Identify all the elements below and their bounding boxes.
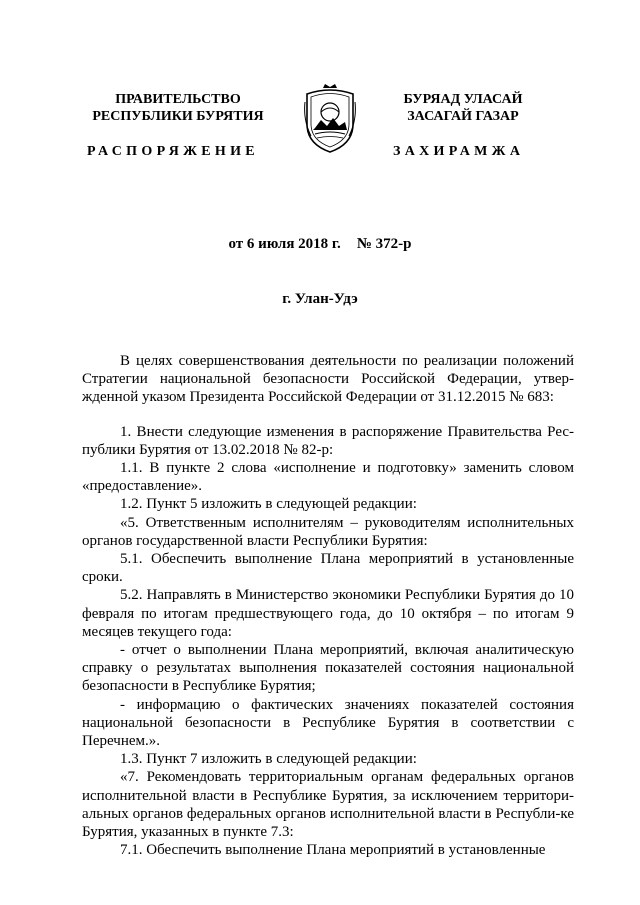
paragraph: 7.1. Обеспечить выполнение Плана мероприятий в установленные <box>120 842 546 859</box>
paragraph: 5.2. Направлять в Министерство экономики Республики Бурятия до 10 февраля по итогам предшествующего года, до 10 октября – по итогам 9 месяцев текущего года: <box>82 587 574 640</box>
org-name-ru-line1: ПРАВИТЕЛЬСТВО <box>115 92 241 107</box>
coat-of-arms-icon <box>303 84 357 154</box>
org-name-bua-line2: ЗАСАГАЙ ГАЗАР <box>407 109 519 124</box>
paragraph: «5. Ответственным исполнителям – руководителям исполнительных органов государственной власти Республики Бурятия: <box>82 514 574 549</box>
paragraph: 1. Внести следующие изменения в распоряжение Правительства Рес-публики Бурятия от 13.02.2018 № 82-р: <box>82 423 574 458</box>
header-left <box>73 91 283 125</box>
date-number-line <box>0 236 640 253</box>
org-name-ru-line2: РЕСПУБЛИКИ БУРЯТИЯ <box>92 109 264 124</box>
paragraph: В целях совершенствования деятельности по реализации положений Стратегии национальной безопасности Российской Федерации, утвер-жденной указом Президента Российской Федерации от 31.12.2015 № 683: <box>82 353 574 406</box>
doc-type-bua: ЗАХИРАМЖА <box>393 144 525 159</box>
paragraph: 1.1. В пункте 2 слова «исполнение и подготовку» заменить словом «предоставление». <box>82 460 574 495</box>
header-right <box>358 91 568 125</box>
org-name-bua-line1: БУРЯАД УЛАСАЙ <box>403 92 523 107</box>
document-number: № 372-р <box>356 236 412 252</box>
paragraph: - отчет о выполнении Плана мероприятий, включая аналитическую справку о результатах выполнения показателей состояния национальной безопасности в Республике Бурятия; <box>82 642 574 695</box>
paragraph: 5.1. Обеспечить выполнение Плана мероприятий в установленные сроки. <box>82 551 574 586</box>
paragraph: 1.2. Пункт 5 изложить в следующей редакции: <box>120 496 417 513</box>
document-body <box>82 352 574 859</box>
paragraph: 1.3. Пункт 7 изложить в следующей редакции: <box>120 751 417 768</box>
city: г. Улан-Удэ <box>282 291 358 307</box>
paragraph: «7. Рекомендовать территориальным органам федеральных органов исполнительной власти в Республике Бурятия, за исключением территори-альных органов федеральных органов исполнительной власти в Республи-ке Бурятия, указанных в пункте 7.3: <box>82 769 574 841</box>
doc-type-ru: РАСПОРЯЖЕНИЕ <box>87 144 259 159</box>
document-date: от 6 июля 2018 г. <box>228 236 341 252</box>
paragraph: - информацию о фактических значениях показателей состояния национальной безопасности в Республике Бурятия в соответствии с Перечнем.». <box>82 696 574 750</box>
